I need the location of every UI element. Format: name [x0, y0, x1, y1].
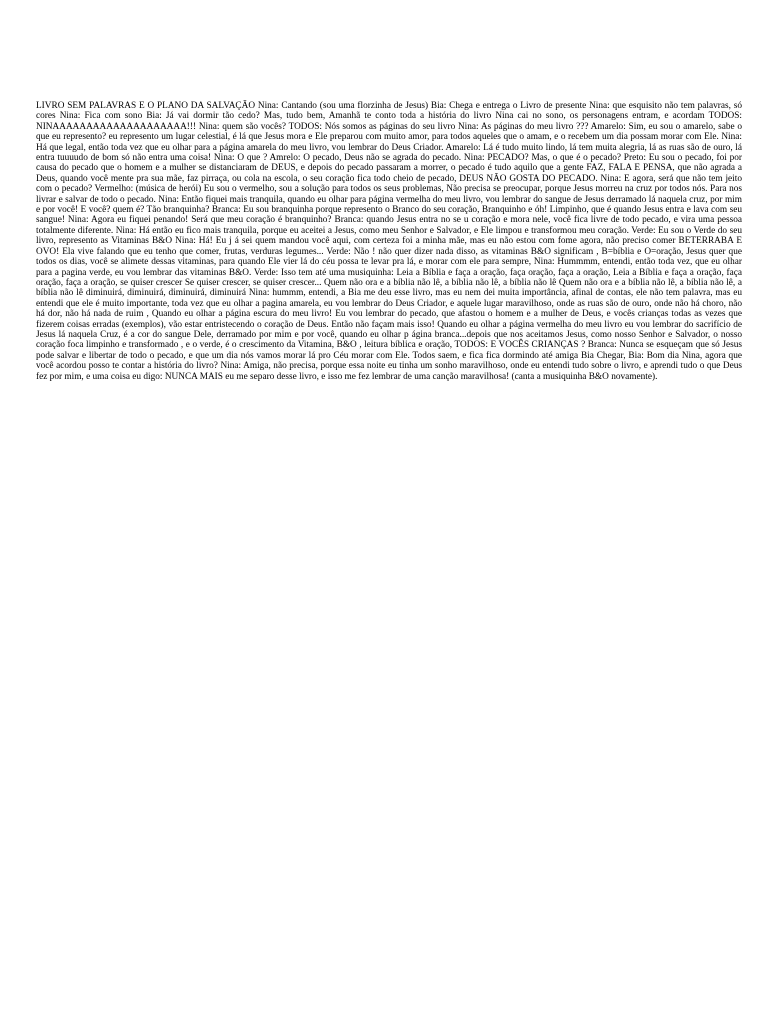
document-page	[36, 101, 742, 382]
document-body-text: LIVRO SEM PALAVRAS E O PLANO DA SALVAÇÃO Nina: Cantando (sou uma florzinha de Jesus) Bia: Chega e entrega o Livro de presente Nina: que esquisito não tem palavras, só cores Nina: Fica com sono Bia: Já vai dormir tão cedo? Mas, tudo bem, Amanhã te conto toda a história do livro Nina cai no sono, os personagens entram, e acordam TODOS: NINAAAAAAAAAAAAAAAAAAAA!!! Nina: quem são vocês? TODOS: Nós somos as páginas do seu livro Nina: As páginas do meu livro ??? Amarelo: Sim, eu sou o amarelo, sabe o que eu represento? eu represento um lugar celestial, é lá que Jesus mora e Ele preparou com muito amor, para todos aqueles que o amam, e o recebem um dia possam morar com Ele. Nina: Há que legal, então toda vez que eu olhar para a página amarela do meu livro, vou lembrar do Deus Criador. Amarelo: Lá é tudo muito lindo, lá tem muita alegria, lá as ruas são de ouro, lá entra tuuuudo de bom só não entra uma coisa! Nina: O que ? Amrelo: O pecado, Deus não se agrada do pecado. Nina: PECADO? Mas, o que é o pecado? Preto: Eu sou o pecado, foi por causa do pecado que o homem e a mulher se distanciaram de DEUS, e depois do pecado passaram a morrer, o pecado é tudo aquilo que a gente FAZ, FALA E PENSA, que não agrada a Deus, quando você mente pra sua mãe, faz pirraça, ou cola na escola, o seu coração fica todo cheio de pecado, DEUS NÃO GOSTA DO PECADO. Nina: E agora, será que não tem jeito com o pecado? Vermelho: (música de herói) Eu sou o vermelho, sou a solução para todos os seus problemas, Não precisa se preocupar, porque Jesus morreu na cruz por todos nós. Para nos livrar e salvar de todo o pecado. Nina: Então fiquei mais tranquila, quando eu olhar para página vermelha do meu livro, vou lembrar do sangue de Jesus derramado lá naquela cruz, por mim e por você! E você? quem é? Tão branquinha? Branca: Eu sou branquinha porque represento o Branco do seu coração, Branquinho e óh! Limpinho, que é quando Jesus entra e lava com seu sangue! Nina: Agora eu fiquei penando! Será que meu coração é branquinho? Branca: quando Jesus entra no se u coração e mora nele, você fica livre de todo pecado, e vira uma pessoa totalmente diferente. Nina: Há então eu fico mais tranquila, porque eu aceitei a Jesus, como meu Senhor e Salvador, e Ele limpou e transformou meu coração. Verde: Eu sou o Verde do seu livro, represento as Vitaminas B&O Nina: Há! Eu j á sei quem mandou você aqui, com certeza foi a minha mãe, mas eu não estou com fome agora, não preciso comer BETERRABA E OVO! Ela vive falando que eu tenho que comer, frutas, verduras legumes... Verde: Não ! não quer dizer nada disso, as vitaminas B&O significam , B=bíblia e O=oração, Jesus quer que todos os dias, você se alimete dessas vitaminas, para quando Ele vier lá do céu possa te levar pra lá, e morar com ele para sempre, Nina: Hummmm, entendi, então toda vez, que eu olhar para a pagina verde, eu vou lembrar das vitaminas B&O. Verde: Isso tem até uma musiquinha: Leia a Bíblia e faça a oração, faça oração, faça a oração, Leia a Bíblia e faça a oração, faça oração, faça a oração, se quiser crescer Se quiser crescer, se quiser crescer... Quem não ora e a bíblia não lê, a bíblia não lê, a bíblia não lê Quem não ora e a bíblia não lê, a bíblia não lê, a bíblia não lê diminuirá, diminuirá, diminuirá, diminuirá Nina: hummm, entendi, a Bia me deu esse livro, mas eu nem dei muita importância, afinal de contas, ele não tem palavra, mas eu entendi que ele é muito importante, toda vez que eu olhar a pagina amarela, eu vou lembrar do Deus Criador, e aquele lugar maravilhoso, onde as ruas são de ouro, onde não há choro, não há dor, não há nada de ruim , Quando eu olhar a página escura do meu livro! Eu vou lembrar do pecado, que afastou o homem e a mulher de Deus, e vocês crianças todas as vezes que fizerem coisas erradas (exemplos), vão estar entristecendo o coração de Deus. Então não façam mais isso! Quando eu olhar a página vermelha do meu livro eu vou lembrar do sacrifício de Jesus lá naquela Cruz, é a cor do sangue Dele, derramado por mim e por você, quando eu olhar p ágina branca...depois que nos aceitamos Jesus, como nosso Senhor e Salvador, o nosso coração foca limpinho e transformado , e o verde, é o crescimento da Vitamina, B&O , leitura bíblica e oração, TODOS: E VOCÊS CRIANÇAS ? Branca: Nunca se esqueçam que só Jesus pode salvar e libertar de todo o pecado, e que um dia nós vamos morar lá pro Céu morar com Ele. Todos saem, e fica fica dormindo até amiga Bia Chegar, Bia: Bom dia Nina, agora que você acordou posso te contar a história do livro? Nina: Amiga, não precisa, porque essa noite eu tinha um sonho maravilhoso, onde eu entendi tudo sobre o livro, e aprendi tudo o que Deus fez por mim, e uma coisa eu digo: NUNCA MAIS eu me separo desse livro, e isso me fez lembrar de uma canção maravilhosa! (canta a musiquinha B&O novamente).	[36, 101, 742, 382]
